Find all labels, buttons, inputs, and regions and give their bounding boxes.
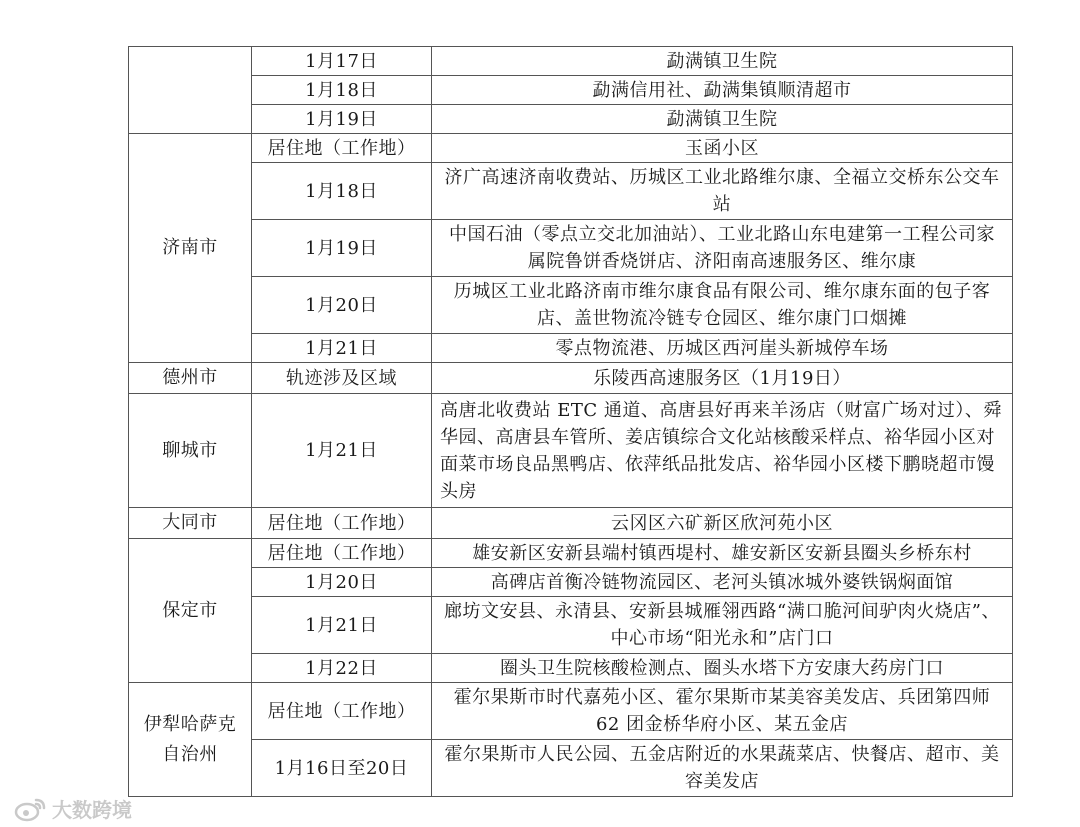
table-row xyxy=(129,76,1013,105)
table-row xyxy=(129,740,1013,797)
itinerary-table xyxy=(128,46,1013,797)
table-row xyxy=(129,134,1013,163)
table-row xyxy=(129,683,1013,740)
date-cell: 1月20日 xyxy=(252,277,432,334)
date-cell: 1月18日 xyxy=(252,163,432,220)
date-cell: 1月19日 xyxy=(252,220,432,277)
table-row xyxy=(129,163,1013,220)
date-cell: 居住地（工作地） xyxy=(252,134,432,163)
date-cell: 1月16日至20日 xyxy=(252,740,432,797)
location-cell: 勐满镇卫生院 xyxy=(432,47,1013,76)
location-cell: 勐满信用社、勐满集镇顺清超市 xyxy=(432,76,1013,105)
watermark xyxy=(14,794,132,823)
location-cell: 济广高速济南收费站、历城区工业北路维尔康、全福立交桥东公交车站 xyxy=(432,163,1013,220)
location-cell: 高碑店首衡冷链物流园区、老河头镇冰城外婆铁锅焖面馆 xyxy=(432,568,1013,597)
date-cell: 1月19日 xyxy=(252,105,432,134)
city-cell-datong: 大同市 xyxy=(129,508,252,539)
location-cell: 雄安新区安新县端村镇西堤村、雄安新区安新县圈头乡桥东村 xyxy=(432,539,1013,568)
date-cell: 居住地（工作地） xyxy=(252,539,432,568)
table-row xyxy=(129,508,1013,539)
location-cell: 勐满镇卫生院 xyxy=(432,105,1013,134)
table-row xyxy=(129,597,1013,654)
location-cell: 历城区工业北路济南市维尔康食品有限公司、维尔康东面的包子客店、盖世物流冷链专仓园区、维尔康门口烟摊 xyxy=(432,277,1013,334)
table-row xyxy=(129,394,1013,508)
table-row xyxy=(129,539,1013,568)
date-cell: 1月22日 xyxy=(252,654,432,683)
table-row xyxy=(129,277,1013,334)
date-cell: 1月17日 xyxy=(252,47,432,76)
city-cell-liaocheng: 聊城市 xyxy=(129,394,252,508)
city-cell-yili: 伊犁哈萨克自治州 xyxy=(129,683,252,797)
date-cell: 1月21日 xyxy=(252,394,432,508)
location-cell: 廊坊文安县、永清县、安新县城雁翎西路“满口脆河间驴肉火烧店”、中心市场“阳光永和”店门口 xyxy=(432,597,1013,654)
location-cell: 高唐北收费站 ETC 通道、高唐县好再来羊汤店（财富广场对过）、舜华园、高唐县车管所、姜店镇综合文化站核酸采样点、裕华园小区对面菜市场良品黑鸭店、依萍纸品批发店、裕华园小区楼下鹏晓超市馒头房 xyxy=(432,394,1013,508)
location-cell: 霍尔果斯市时代嘉苑小区、霍尔果斯市某美容美发店、兵团第四师 62 团金桥华府小区、某五金店 xyxy=(432,683,1013,740)
location-cell: 乐陵西高速服务区（1月19日） xyxy=(432,363,1013,394)
date-cell: 轨迹涉及区域 xyxy=(252,363,432,394)
location-cell: 圈头卫生院核酸检测点、圈头水塔下方安康大药房门口 xyxy=(432,654,1013,683)
city-cell-dezhou: 德州市 xyxy=(129,363,252,394)
table-row xyxy=(129,220,1013,277)
location-cell: 零点物流港、历城区西河崖头新城停车场 xyxy=(432,334,1013,363)
watermark-text: 大数跨境 xyxy=(52,798,132,822)
city-cell-blank xyxy=(129,47,252,134)
table-row xyxy=(129,568,1013,597)
city-cell-baoding: 保定市 xyxy=(129,539,252,683)
location-cell: 云冈区六矿新区欣河苑小区 xyxy=(432,508,1013,539)
date-cell: 1月21日 xyxy=(252,597,432,654)
date-cell: 1月20日 xyxy=(252,568,432,597)
table-row xyxy=(129,363,1013,394)
weibo-logo-icon xyxy=(14,796,48,822)
location-cell: 玉函小区 xyxy=(432,134,1013,163)
date-cell: 居住地（工作地） xyxy=(252,683,432,740)
city-cell-jinan: 济南市 xyxy=(129,134,252,363)
date-cell: 1月21日 xyxy=(252,334,432,363)
table-row xyxy=(129,105,1013,134)
location-cell: 中国石油（零点立交北加油站）、工业北路山东电建第一工程公司家属院鲁饼香烧饼店、济阳南高速服务区、维尔康 xyxy=(432,220,1013,277)
table-row xyxy=(129,654,1013,683)
location-cell: 霍尔果斯市人民公园、五金店附近的水果蔬菜店、快餐店、超市、美容美发店 xyxy=(432,740,1013,797)
table-row xyxy=(129,334,1013,363)
date-cell: 1月18日 xyxy=(252,76,432,105)
date-cell: 居住地（工作地） xyxy=(252,508,432,539)
table-row xyxy=(129,47,1013,76)
